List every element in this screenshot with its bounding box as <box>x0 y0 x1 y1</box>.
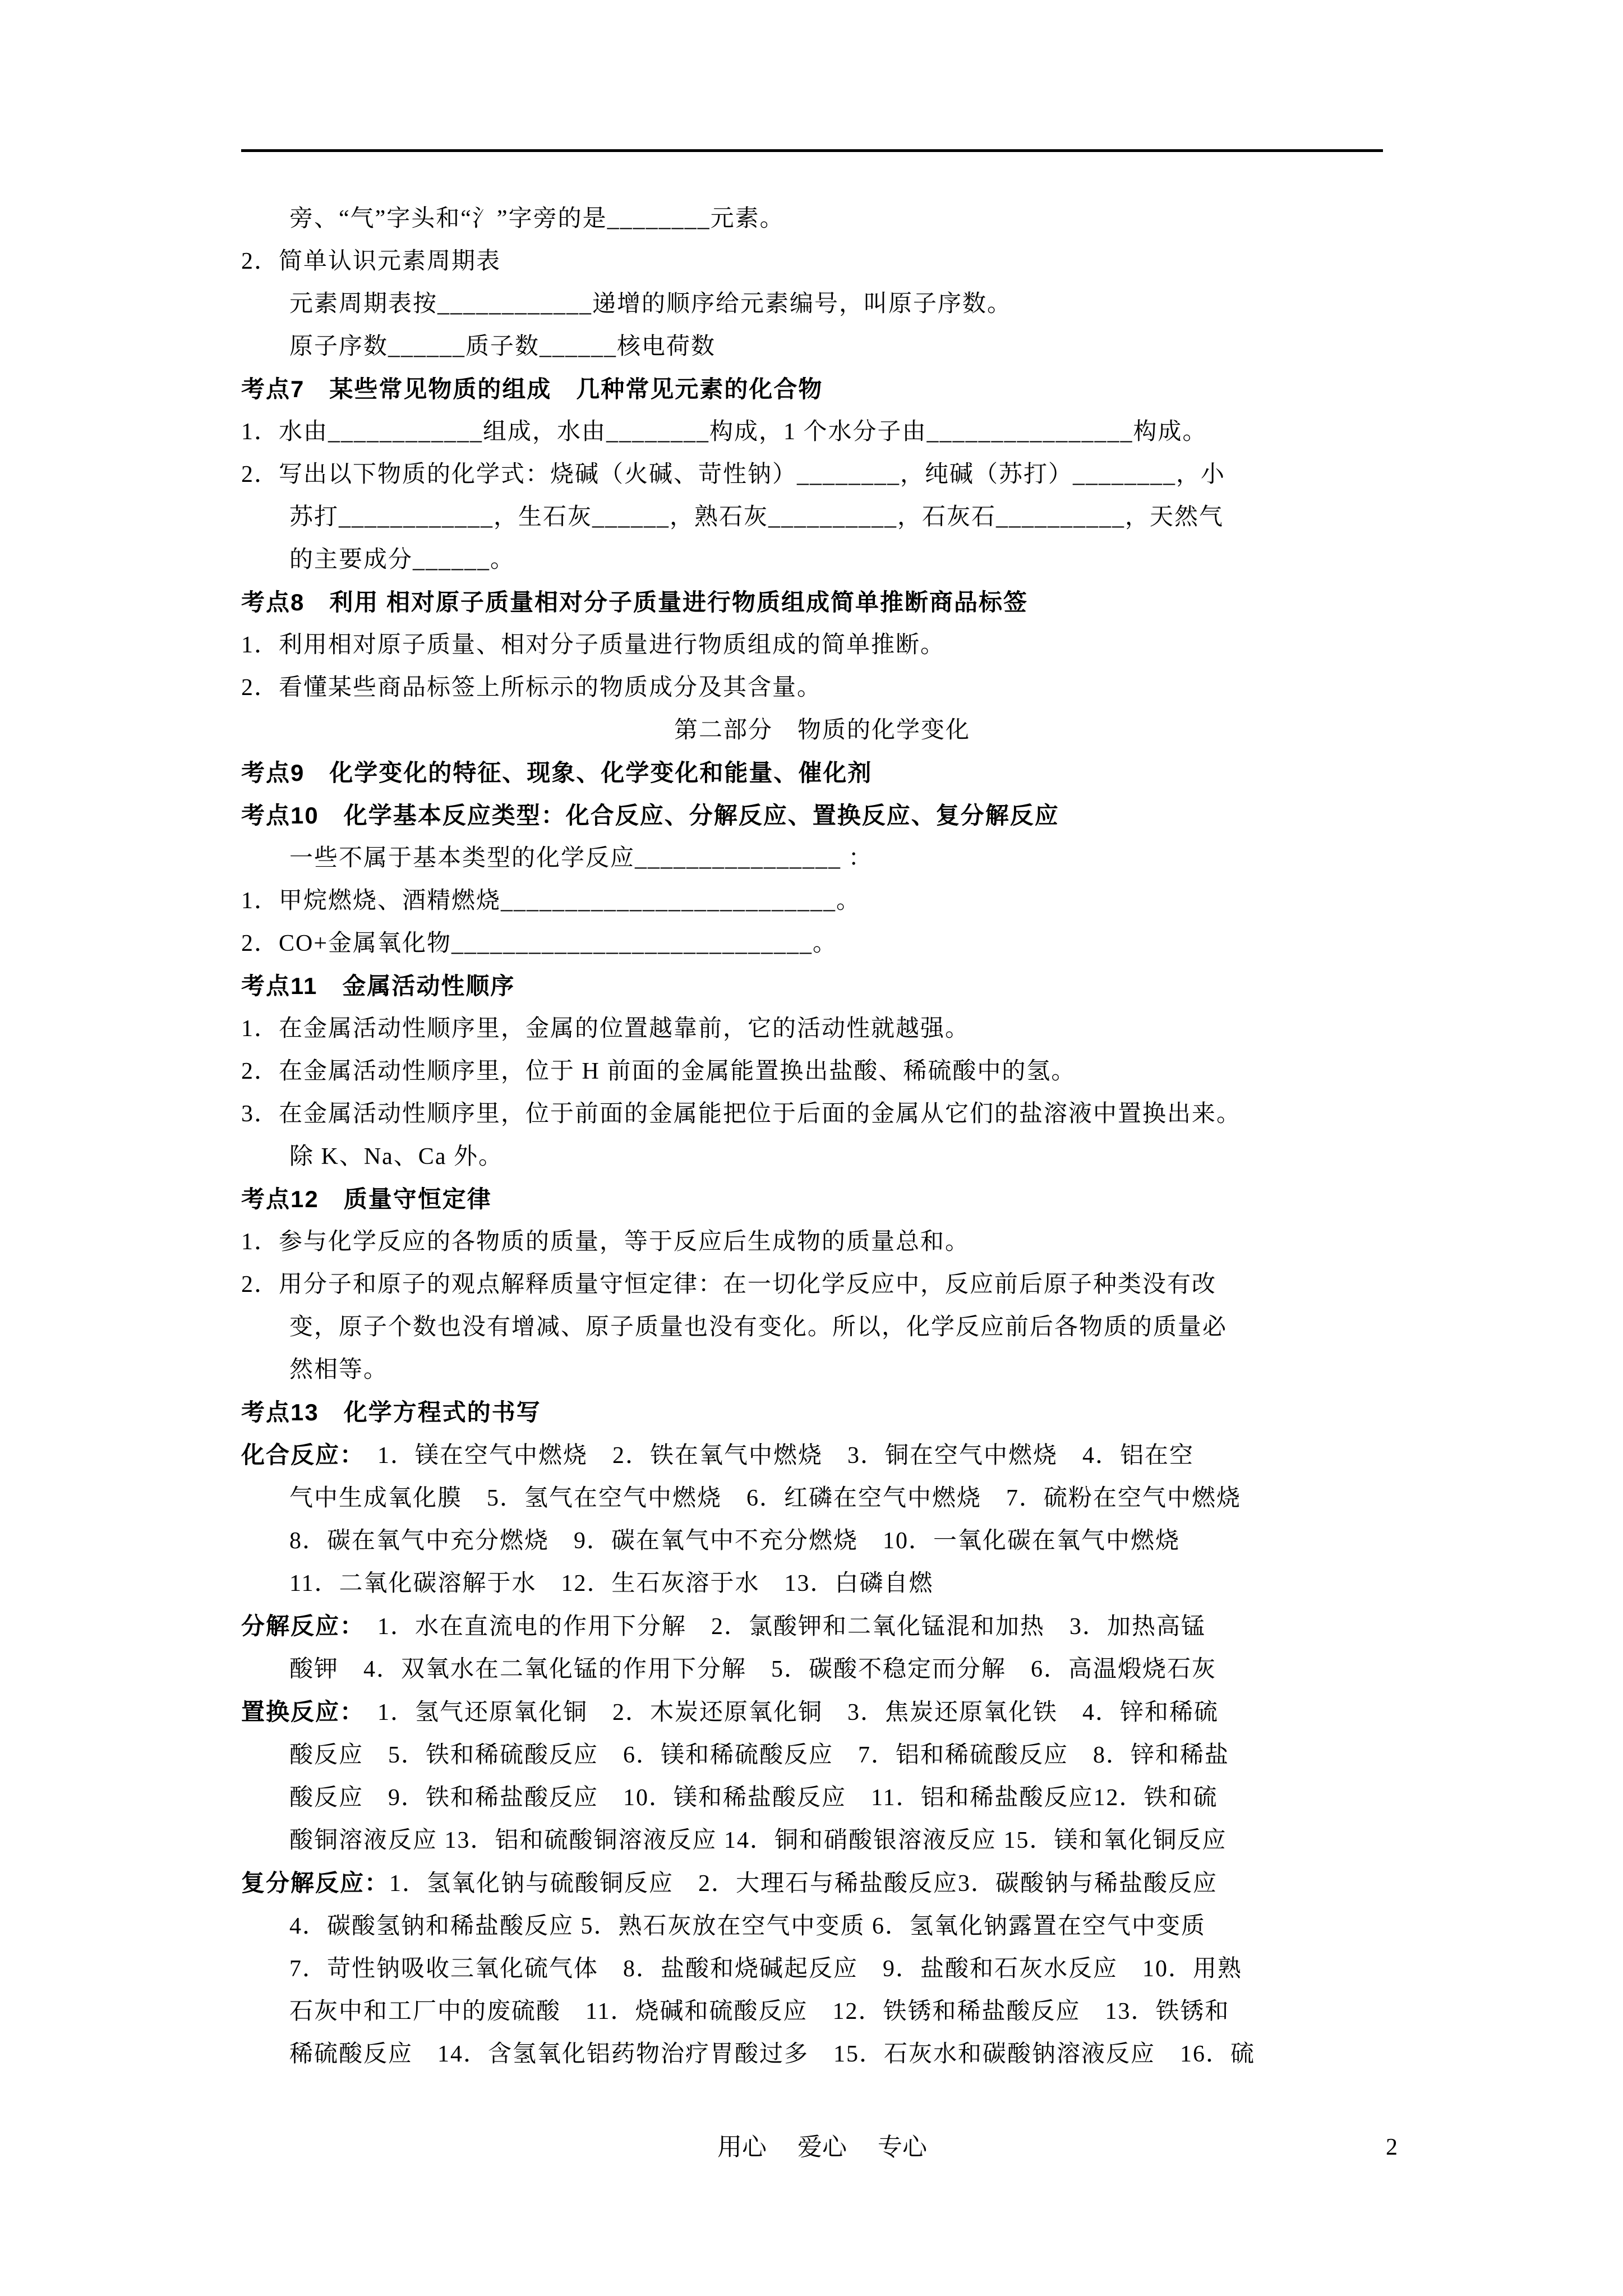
text-line: 11．二氧化碳溶解于水 12．生石灰溶于水 13．白磷自燃 <box>289 1571 934 1596</box>
section-heading: 考点11 金属活动性顺序 <box>241 973 515 999</box>
text-line <box>241 1605 1403 1648</box>
text-line: 8．碳在氧气中充分燃烧 9．碳在氧气中不充分燃烧 10．一氧化碳在氧气中燃烧 <box>289 1528 1181 1554</box>
text-line: 2．用分子和原子的观点解释质量守恒定律：在一切化学反应中，反应前后原子种类没有改 <box>241 1272 1217 1297</box>
text-line: 2．看懂某些商品标签上所标示的物质成分及其含量。 <box>241 675 822 701</box>
text-line: 石灰中和工厂中的废硫酸 11．烧碱和硫酸反应 12．铁锈和稀盐酸反应 13．铁锈和 <box>289 1999 1230 2024</box>
text-line: 变，原子个数也没有增减、原子质量也没有变化。所以，化学反应前后各物质的质量必 <box>289 1314 1228 1340</box>
text-line: 酸铜溶液反应 13．铝和硫酸铜溶液反应 14．铜和硝酸银溶液反应 15．镁和氧化铜反应 <box>289 1828 1227 1853</box>
text-line: 原子序数______质子数______核电荷数 <box>289 334 716 360</box>
text-line: 1．利用相对原子质量、相对分子质量进行物质组成的简单推断。 <box>241 632 946 658</box>
section-heading: 考点7 某些常见物质的组成 几种常见元素的化合物 <box>241 376 823 402</box>
text-line: 旁、“气”字头和“氵”字旁的是________元素。 <box>289 206 785 232</box>
text-line: 气中生成氧化膜 5．氢气在空气中燃烧 6．红磷在空气中燃烧 7．硫粉在空气中燃烧 <box>289 1485 1242 1511</box>
footer-motto: 用心 爱心 专心 <box>717 2133 927 2161</box>
text-line: 酸钾 4．双氧水在二氧化锰的作用下分解 5．碳酸不稳定而分解 6．高温煅烧石灰 <box>289 1657 1217 1682</box>
text-line <box>241 1862 1403 1905</box>
header-rule <box>241 149 1383 152</box>
text-line <box>241 1434 1403 1477</box>
text-line: 一些不属于基本类型的化学反应________________ ： <box>289 845 873 871</box>
text-line: 4．碳酸氢钠和稀盐酸反应 5．熟石灰放在空气中变质 6．氢氧化钠露置在空气中变质 <box>289 1913 1206 1939</box>
line-text: 1．氢氧化钠与硫酸铜反应 2．大理石与稀盐酸反应3．碳酸钠与稀盐酸反应 <box>389 1871 1218 1897</box>
reaction-type-label: 置换反应： <box>241 1699 353 1725</box>
reaction-type-label: 复分解反应： <box>241 1870 390 1896</box>
text-line: 1．甲烷燃烧、酒精燃烧__________________________。 <box>241 888 861 914</box>
section-heading: 考点8 利用 相对原子质量相对分子质量进行物质组成简单推断商品标签 <box>241 589 1029 615</box>
text-line: 1．参与化学反应的各物质的质量，等于反应后生成物的质量总和。 <box>241 1229 970 1255</box>
text-line: 7．苛性钠吸收三氧化硫气体 8．盐酸和烧碱起反应 9．盐酸和石灰水反应 10．用熟 <box>289 1956 1243 1982</box>
text-line: 除 K、Na、Ca 外。 <box>289 1144 503 1170</box>
text-line: 1．在金属活动性顺序里，金属的位置越靠前，它的活动性就越强。 <box>241 1016 970 1042</box>
page-number: 2 <box>1386 2134 1398 2160</box>
text-line: 2．写出以下物质的化学式：烧碱（火碱、苛性钠）________，纯碱（苏打）________，小 <box>241 462 1226 487</box>
line-text: 1．氢气还原氧化铜 2．木炭还原氧化铜 3．焦炭还原氧化铁 4．锌和稀硫 <box>353 1700 1219 1726</box>
text-line <box>241 1691 1403 1734</box>
reaction-type-label: 分解反应： <box>241 1613 353 1639</box>
line-text: 1．水在直流电的作用下分解 2．氯酸钾和二氧化锰混和加热 3．加热高锰 <box>353 1614 1206 1640</box>
text-line: 酸反应 5．铁和稀硫酸反应 6．镁和稀硫酸反应 7．铝和稀硫酸反应 8．锌和稀盐 <box>289 1742 1230 1768</box>
page-footer <box>241 2126 1403 2169</box>
text-line: 2．简单认识元素周期表 <box>241 249 501 274</box>
text-line: 2．CO+金属氧化物____________________________。 <box>241 931 838 956</box>
text-line: 稀硫酸反应 14．含氢氧化铝药物治疗胃酸过多 15．石灰水和碳酸钠溶液反应 16．硫 <box>289 2041 1256 2067</box>
text-line: 的主要成分______。 <box>289 547 515 573</box>
section-heading: 考点9 化学变化的特征、现象、化学变化和能量、催化剂 <box>241 760 873 786</box>
part-title: 第二部分 物质的化学变化 <box>674 717 970 743</box>
reaction-type-label: 化合反应： <box>241 1442 353 1468</box>
text-line: 酸反应 9．铁和稀盐酸反应 10．镁和稀盐酸反应 11．铝和稀盐酸反应12．铁和硫 <box>289 1785 1218 1811</box>
text-line: 苏打____________，生石灰______，熟石灰__________，石灰石__________，天然气 <box>289 504 1224 530</box>
text-line: 然相等。 <box>289 1357 389 1383</box>
section-heading: 考点12 质量守恒定律 <box>241 1186 492 1212</box>
section-heading: 考点13 化学方程式的书写 <box>241 1399 541 1425</box>
line-text: 1．镁在空气中燃烧 2．铁在氧气中燃烧 3．铜在空气中燃烧 4．铝在空 <box>353 1443 1195 1469</box>
text-line: 1．水由____________组成，水由________构成，1 个水分子由________________构成。 <box>241 419 1207 445</box>
document-body <box>241 197 1403 2076</box>
text-line: 2．在金属活动性顺序里，位于 H 前面的金属能置换出盐酸、稀硫酸中的氢。 <box>241 1059 1076 1084</box>
text-line: 元素周期表按____________递增的顺序给元素编号，叫原子序数。 <box>289 291 1012 317</box>
section-heading: 考点10 化学基本反应类型：化合反应、分解反应、置换反应、复分解反应 <box>241 802 1059 829</box>
text-line: 3．在金属活动性顺序里，位于前面的金属能把位于后面的金属从它们的盐溶液中置换出来。 <box>241 1101 1242 1127</box>
